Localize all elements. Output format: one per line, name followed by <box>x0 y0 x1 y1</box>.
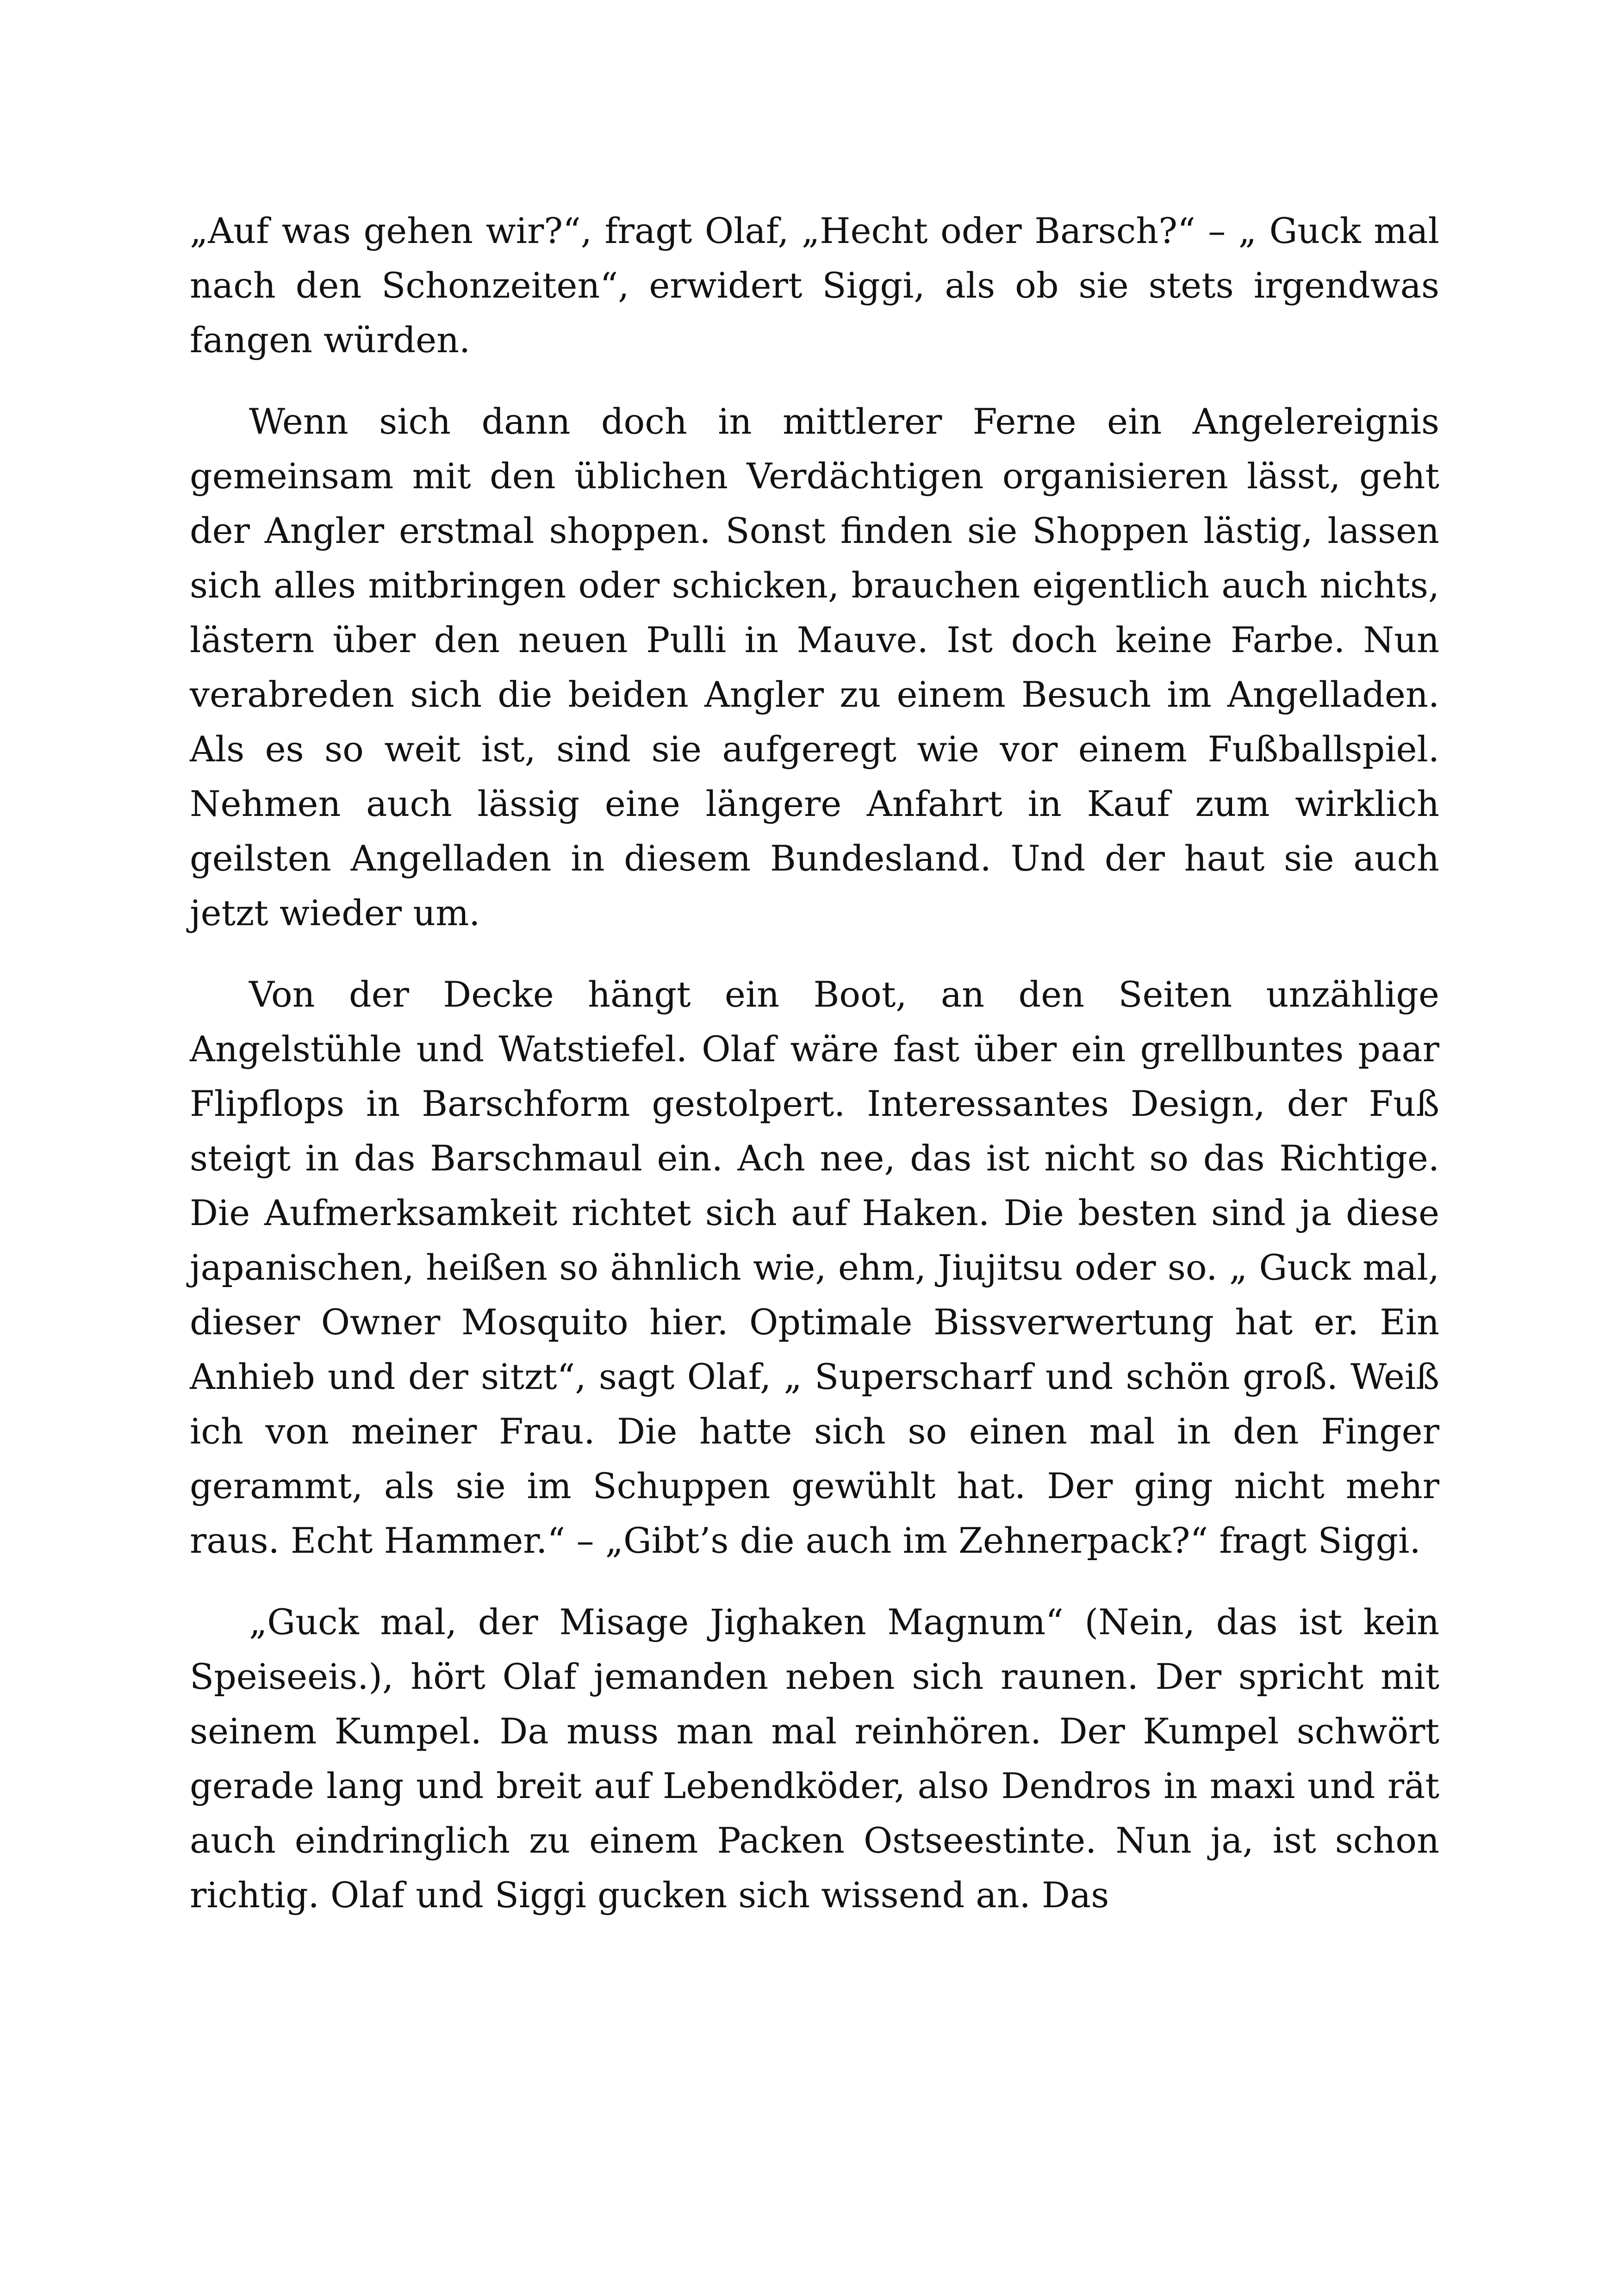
paragraph-2: Wenn sich dann doch in mittlerer Ferne ein Angelereignis gemeinsam mit den üblichen Verdächtigen organisieren lässt, geht der Angler erstmal shoppen. Sonst finden sie Shoppen lästig, lassen sich alles mitbringen oder schicken, brauchen eigentlich auch nichts, lästern über den neuen Pulli in Mauve. Ist doch keine Farbe. Nun verabreden sich die beiden Angler zu einem Besuch im Angelladen. Als es so weit ist, sind sie aufgeregt wie vor einem Fußballspiel. Nehmen auch lässig eine längere Anfahrt in Kauf zum wirklich geilsten Angelladen in diesem Bundesland. Und der haut sie auch jetzt wieder um. <box>190 401 1439 933</box>
paragraph-1: „Auf was gehen wir?“, fragt Olaf, „Hecht oder Barsch?“ – „ Guck mal nach den Schonzeiten“, erwidert Siggi, als ob sie stets irgendwas fangen würden. <box>190 210 1439 361</box>
body-text <box>190 204 1439 1949</box>
paragraph-3: Von der Decke hängt ein Boot, an den Seiten unzählige Angelstühle und Watstiefel. Olaf wäre fast über ein grellbuntes paar Flipflops in Barschform gestolpert. Interessantes Design, der Fuß steigt in das Barschmaul ein. Ach nee, das ist nicht so das Richtige. Die Aufmerksamkeit richtet sich auf Haken. Die besten sind ja diese japanischen, heißen so ähnlich wie, ehm, Jiujitsu oder so. „ Guck mal, dieser Owner Mosquito hier. Optimale Bissverwertung hat er. Ein Anhieb und der sitzt“, sagt Olaf, „ Superscharf und schön groß. Weiß ich von meiner Frau. Die hatte sich so einen mal in den Finger gerammt, als sie im Schuppen gewühlt hat. Der ging nicht mehr raus. Echt Hammer.“ – „Gibt’s die auch im Zehnerpack?“ fragt Siggi. <box>190 974 1439 1561</box>
paragraph-4: „Guck mal, der Misage Jighaken Magnum“ (Nein, das ist kein Speiseeis.), hört Olaf jemanden neben sich raunen. Der spricht mit seinem Kumpel. Da muss man mal reinhören. Der Kumpel schwört gerade lang und breit auf Lebendköder, also Dendros in maxi und rät auch eindringlich zu einem Packen Ostseestinte. Nun ja, ist schon richtig. Olaf und Siggi gucken sich wissend an. Das <box>190 1601 1439 1916</box>
